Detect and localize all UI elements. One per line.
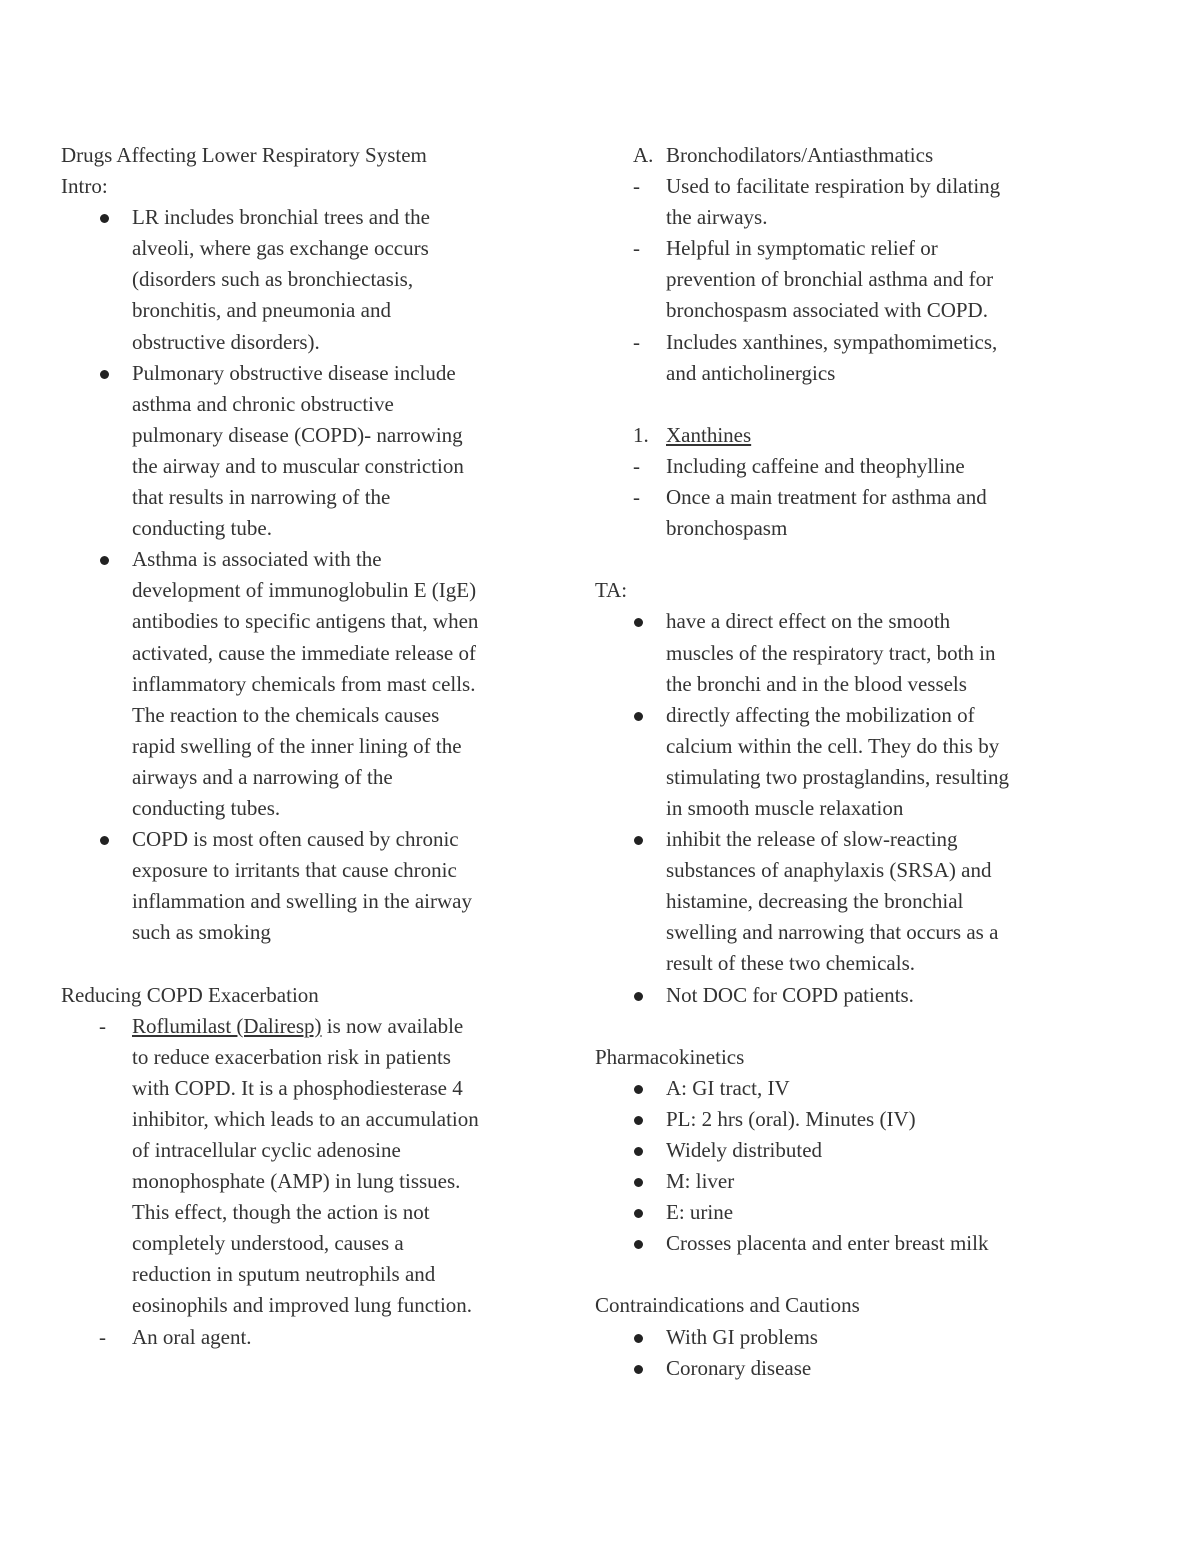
list-item	[595, 1135, 1065, 1166]
dash-marker: -	[633, 236, 640, 261]
copd-dash-list	[61, 1011, 531, 1353]
list-item	[595, 980, 1065, 1011]
list-item	[595, 482, 1065, 544]
list-item-text: Helpful in symptomatic relief or prevention of bronchial asthma and for bronchospasm associated with COPD.	[666, 236, 994, 323]
bullet-icon	[634, 1085, 643, 1094]
list-item	[595, 1104, 1065, 1135]
list-item	[61, 358, 531, 545]
list-item	[595, 1197, 1065, 1228]
section-dash-list	[595, 171, 1065, 389]
xanthines-heading	[595, 420, 1065, 451]
list-item-text: Crosses placenta and enter breast milk	[666, 1231, 989, 1256]
list-item	[595, 1073, 1065, 1104]
spacer	[595, 1011, 1065, 1042]
bullet-icon	[100, 214, 109, 223]
bullet-icon	[634, 1178, 643, 1187]
xanthines-marker: 1.	[633, 422, 649, 447]
dash-marker: -	[99, 1013, 106, 1038]
bullet-icon	[100, 370, 109, 379]
spacer	[595, 1259, 1065, 1290]
spacer	[61, 948, 531, 979]
list-item	[61, 1322, 531, 1353]
list-item	[595, 606, 1065, 699]
intro-bullet-list	[61, 202, 531, 948]
list-item	[595, 824, 1065, 979]
xanthines-dash-list	[595, 451, 1065, 544]
list-item-text: inhibit the release of slow-reacting substances of anaphylaxis (SRSA) and histamine, decreasing the bronchial swelling and narrowing that occurs as a result of these two chemicals.	[666, 827, 999, 976]
list-item-text: Asthma is associated with the development of immunoglobulin E (IgE) antibodies to specific antigens that, when activated, cause the immediate release of inflammatory chemicals from mast cells. The reaction to the chemicals causes rapid swelling of the inner lining of the airways and a narrowing of the conducting tubes.	[132, 547, 479, 820]
bullet-icon	[100, 556, 109, 565]
list-item	[595, 233, 1065, 326]
bullet-icon	[100, 836, 109, 845]
ta-label: TA:	[595, 578, 628, 603]
pk-label: Pharmacokinetics	[595, 1044, 745, 1069]
list-item	[61, 824, 531, 948]
list-item	[595, 327, 1065, 389]
bullet-icon	[634, 1209, 643, 1218]
xanthines-title: Xanthines	[666, 422, 752, 447]
list-item-text: Not DOC for COPD patients.	[666, 982, 914, 1007]
list-item-text: Including caffeine and theophylline	[666, 453, 965, 478]
dash-marker: -	[99, 1324, 106, 1349]
list-item	[595, 700, 1065, 824]
bullet-icon	[634, 992, 643, 1001]
bullet-icon	[634, 1116, 643, 1125]
dash-marker: -	[633, 174, 640, 199]
list-item	[595, 1166, 1065, 1197]
drug-name: Roflumilast (Daliresp)	[132, 1013, 322, 1038]
bullet-icon	[634, 618, 643, 627]
list-item	[595, 1228, 1065, 1259]
pk-bullet-list	[595, 1073, 1065, 1260]
list-item-text: Coronary disease	[666, 1355, 812, 1380]
list-item-text: Used to facilitate respiration by dilating the airways.	[666, 174, 1001, 230]
list-item-text: A: GI tract, IV	[666, 1075, 790, 1100]
right-column	[595, 140, 1065, 1384]
list-item-text: Includes xanthines, sympathomimetics, and anticholinergics	[666, 329, 998, 385]
list-item	[61, 1011, 531, 1322]
ta-bullet-list	[595, 606, 1065, 1010]
list-item-text: M: liver	[666, 1169, 735, 1194]
list-item-text: directly affecting the mobilization of calcium within the cell. They do this by stimulating two prostaglandins, resulting in smooth muscle relaxation	[666, 702, 1009, 820]
dash-marker: -	[633, 453, 640, 478]
bullet-icon	[634, 1240, 643, 1249]
list-item-text: An oral agent.	[132, 1324, 252, 1349]
spacer	[595, 389, 1065, 420]
copd-heading: Reducing COPD Exacerbation	[61, 982, 319, 1007]
list-item-text: E: urine	[666, 1200, 734, 1225]
list-item	[595, 451, 1065, 482]
section-title: Bronchodilators/Antiasthmatics	[666, 143, 934, 167]
spacer	[595, 544, 1065, 575]
document-title: Drugs Affecting Lower Respiratory System	[61, 143, 427, 167]
dash-marker: -	[633, 329, 640, 354]
list-item-text: Pulmonary obstructive disease include asthma and chronic obstructive pulmonary disease (COPD)- narrowing the airway and to muscular constriction that results in narrowing of the conducting tube.	[132, 360, 464, 541]
ci-bullet-list	[595, 1322, 1065, 1384]
dash-marker: -	[633, 485, 640, 510]
list-item	[61, 544, 531, 824]
bullet-icon	[634, 836, 643, 845]
bullet-icon	[634, 1147, 643, 1156]
left-column	[61, 140, 531, 1353]
section-marker: A.	[633, 143, 654, 167]
section-heading	[595, 140, 1065, 171]
list-item-text: Widely distributed	[666, 1138, 823, 1162]
list-item-text: have a direct effect on the smooth muscles of the respiratory tract, both in the bronchi and in the blood vessels	[666, 609, 996, 696]
list-item	[595, 171, 1065, 233]
ci-label: Contraindications and Cautions	[595, 1293, 860, 1318]
intro-label: Intro:	[61, 174, 108, 199]
list-item-text: Once a main treatment for asthma and bronchospasm	[666, 485, 987, 541]
list-item-text: With GI problems	[666, 1324, 818, 1349]
list-item-text: COPD is most often caused by chronic exposure to irritants that cause chronic inflammation and swelling in the airway such as smoking	[132, 827, 472, 945]
list-item-text: PL: 2 hrs (oral). Minutes (IV)	[666, 1106, 916, 1131]
list-item	[595, 1322, 1065, 1353]
bullet-icon	[634, 712, 643, 721]
list-item-text: is now available to reduce exacerbation risk in patients with COPD. It is a phosphodiesterase 4 inhibitor, which leads to an accumulation of intracellular cyclic adenosine monophosphate (AMP) in lung tissues. This effect, though the action is not completely understood, causes a reduction in sputum neutrophils and eosinophils and improved lung function.	[132, 1013, 479, 1318]
list-item	[61, 202, 531, 357]
list-item-text: LR includes bronchial trees and the alveoli, where gas exchange occurs (disorders such as bronchiectasis, bronchitis, and pneumonia and obstructive disorders).	[132, 205, 430, 354]
list-item	[595, 1353, 1065, 1384]
bullet-icon	[634, 1334, 643, 1343]
bullet-icon	[634, 1365, 643, 1374]
